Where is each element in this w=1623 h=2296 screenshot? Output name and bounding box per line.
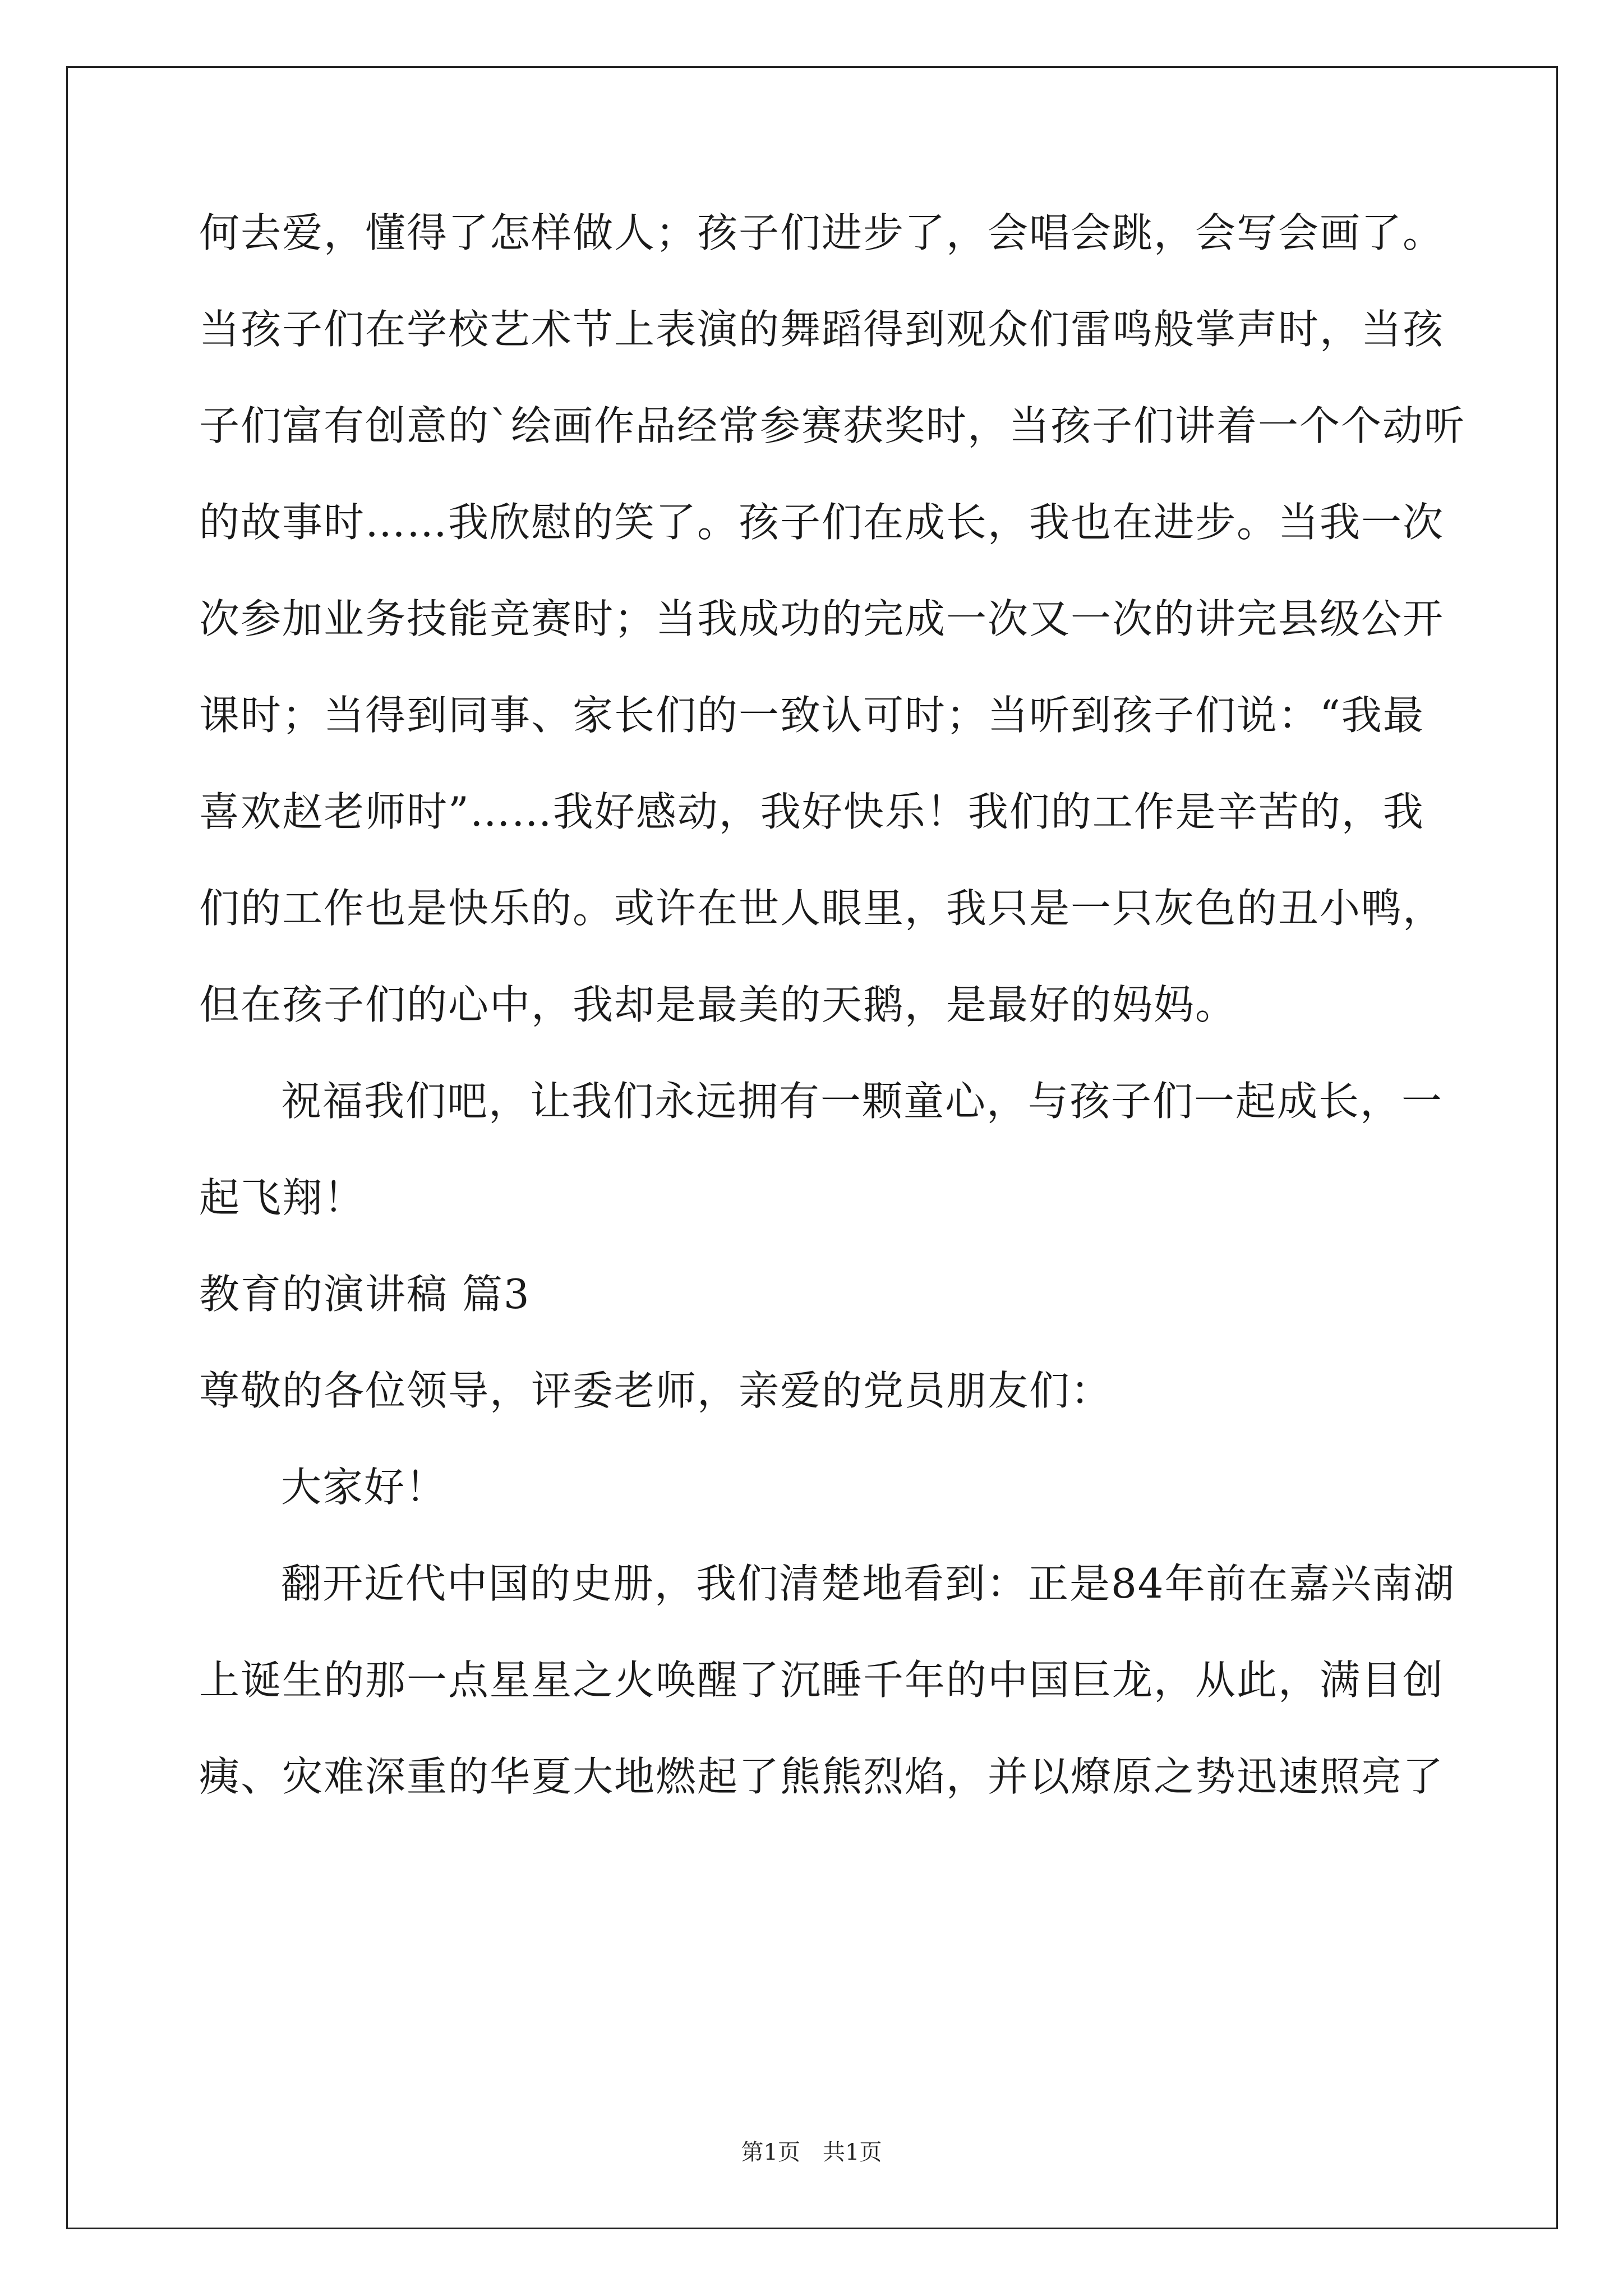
text-line: 但在孩子们的心中，我却是最美的天鹅，是最好的妈妈。 xyxy=(199,981,1237,1028)
text-line: 课时；当得到同事、家长们的一致认可时；当听到孩子们说：“我最 xyxy=(199,692,1424,739)
text-line: 上诞生的那一点星星之火唤醒了沉睡千年的中国巨龙，从此，满目创 xyxy=(199,1657,1445,1704)
text-line: 当孩子们在学校艺术节上表演的舞蹈得到观众们雷鸣般掌声时，当孩 xyxy=(199,306,1445,353)
salutation: 尊敬的各位领导，评委老师，亲爱的党员朋友们： xyxy=(199,1367,1113,1414)
text-line: 们的工作也是快乐的。或许在世人眼里，我只是一只灰色的丑小鸭， xyxy=(199,885,1445,932)
text-line: 子们富有创意的`绘画作品经常参赛获奖时，当孩子们讲着一个个动听 xyxy=(199,402,1466,449)
page-footer: 第1页 共1页 xyxy=(741,2139,882,2165)
text-line: 起飞翔！ xyxy=(199,1174,366,1221)
text-line: 喜欢赵老师时”……我好感动，我好快乐！我们的工作是辛苦的，我 xyxy=(199,788,1424,835)
section-heading: 教育的演讲稿 篇3 xyxy=(199,1271,531,1318)
text-line: 次参加业务技能竞赛时；当我成功的完成一次又一次的讲完县级公开 xyxy=(199,595,1445,642)
text-line: 祝福我们吧，让我们永远拥有一颗童心，与孩子们一起成长，一 xyxy=(281,1078,1444,1125)
text-line: 翻开近代中国的史册，我们清楚地看到：正是84年前在嘉兴南湖 xyxy=(281,1560,1455,1607)
text-line: 何去爱，懂得了怎样做人；孩子们进步了，会唱会跳，会写会画了。 xyxy=(199,209,1445,256)
greeting: 大家好！ xyxy=(281,1464,448,1511)
text-line: 痍、灾难深重的华夏大地燃起了熊熊烈焰，并以燎原之势迅速照亮了 xyxy=(199,1753,1445,1800)
page-border xyxy=(66,66,1558,2229)
text-line: 的故事时……我欣慰的笑了。孩子们在成长，我也在进步。当我一次 xyxy=(199,499,1445,546)
